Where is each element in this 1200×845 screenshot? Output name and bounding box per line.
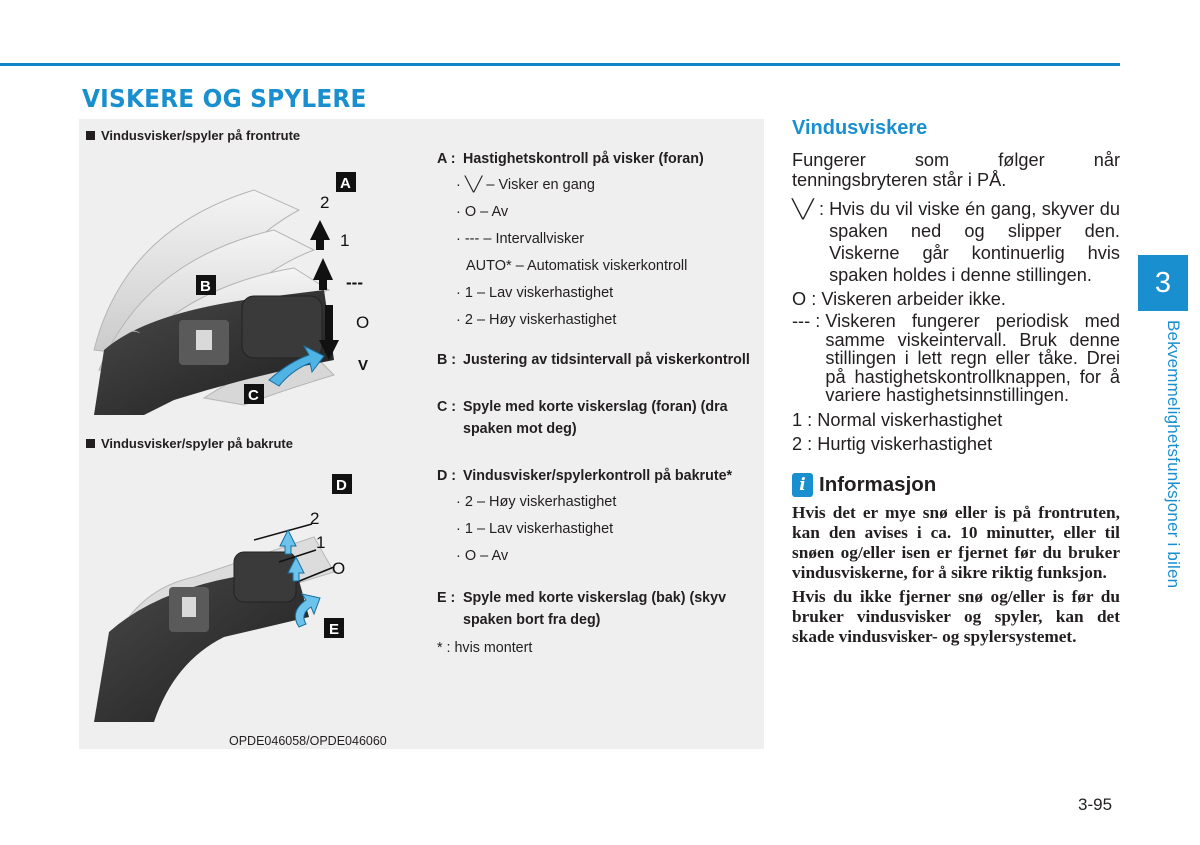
legend-a-item: AUTO* – Automatisk viskerkontroll [466, 258, 688, 274]
legend-b: B : Justering av tidsintervall på viskerkontroll [437, 352, 750, 368]
arrow-up-2-icon [310, 220, 330, 250]
figure-caption-front: Vindusvisker/spyler på frontrute [86, 128, 300, 143]
label-b: B [200, 278, 211, 295]
rear-position-1-label: 1 [316, 533, 326, 552]
chapter-title: Bekvemmelighetsfunksjoner i bilen [1164, 320, 1183, 589]
interval-knob [196, 330, 212, 350]
top-rule [0, 63, 1120, 66]
mode-row: O : Viskeren arbeider ikke. [792, 289, 1006, 309]
mode-row: 1 : Normal viskerhastighet [792, 409, 1003, 430]
legend-a-item: · O – Av [456, 204, 509, 220]
bullet-square-icon [86, 131, 95, 140]
bullet-square-icon [86, 439, 95, 448]
position-off-label: O [356, 313, 370, 332]
legend-d-item: · O – Av [456, 548, 509, 564]
label-a: A [340, 175, 351, 192]
position-2-label: 2 [320, 193, 330, 212]
legend-a-item: · --- – Intervallvisker [456, 231, 585, 247]
page-number: 3-95 [1078, 795, 1113, 814]
wiper-description [792, 117, 1120, 651]
legend-d-item: · 1 – Lav viskerhastighet [456, 521, 614, 537]
mode-row: --- : Viskeren fungerer periodisk med samme viskeintervall. Bruk denne stillingen i lett regn eller tåke. Drei på hastighetskontrollknappen, for å variere hastighetsinnstillingen. [792, 311, 1120, 405]
front-wiper-illustration [84, 150, 424, 415]
legend-a-item: · 1 – Lav viskerhastighet [456, 285, 614, 301]
legend-e: E : Spyle med korte viskerslag (bak) (skyv spaken bort fra deg) [437, 590, 727, 628]
legend-a-item: · 2 – Høy viskerhastighet [456, 312, 617, 328]
info-icon: i [792, 473, 813, 497]
legend-a-item: · ╲╱ – Visker en gang [456, 177, 595, 193]
figure-caption-rear: Vindusvisker/spyler på bakrute [86, 436, 293, 451]
legend-d: D : Vindusvisker/spylerkontroll på bakrute* [437, 468, 733, 484]
control-legend [437, 148, 757, 659]
rear-position-2-label: 2 [310, 509, 320, 528]
label-c: C [248, 387, 259, 404]
mode-row: 2 : Hurtig viskerhastighet [792, 433, 993, 454]
position-1-label: 1 [340, 231, 350, 250]
info-title: Informasjon [819, 472, 937, 496]
intro-text: Fungerer som følger når tenningsbryteren står i PÅ. [792, 150, 1120, 190]
chapter-tab: 3 [1138, 255, 1188, 311]
page-title: VISKERE OG SPYLERE [82, 84, 367, 113]
position-interval-label: --- [346, 273, 363, 292]
section-heading: Vindusviskere [792, 117, 928, 139]
legend-c: C : Spyle med korte viskerslag (foran) (dra spaken mot deg) [437, 399, 728, 437]
label-e: E [329, 621, 340, 638]
position-single-label: V [358, 357, 369, 374]
rear-wiper-illustration [84, 462, 424, 722]
footnote: * : hvis montert [437, 640, 533, 656]
info-paragraph: Hvis du ikke fjerner snø og/eller is før du bruker vindusvisker og spyler, kan det skade vindusvisker- og spylersystemet. [792, 586, 1120, 646]
figure-code: OPDE046058/OPDE046060 [229, 734, 387, 748]
legend-a: A : Hastighetskontroll på visker (foran) [437, 151, 704, 167]
legend-d-item: · 2 – Høy viskerhastighet [456, 494, 617, 510]
svg-text:⌒: ⌒ [126, 331, 140, 347]
mode-row: ╲╱ : Hvis du vil viske én gang, skyver du spaken ned og slipper den. Viskerne går kontinuerlig hvis spaken holdes i denne stillingen. [792, 199, 1120, 285]
info-paragraph: Hvis det er mye snø eller is på frontruten, kan den avises i ca. 10 minutter, eller til snøen og/eller isen er fjernet før du bruker vindusviskerne, for å sikre riktig funksjon. [792, 502, 1120, 582]
rear-position-off-label: O [332, 559, 346, 578]
label-d: D [336, 477, 347, 494]
rear-interval-knob [182, 597, 196, 617]
info-header [792, 473, 1120, 497]
